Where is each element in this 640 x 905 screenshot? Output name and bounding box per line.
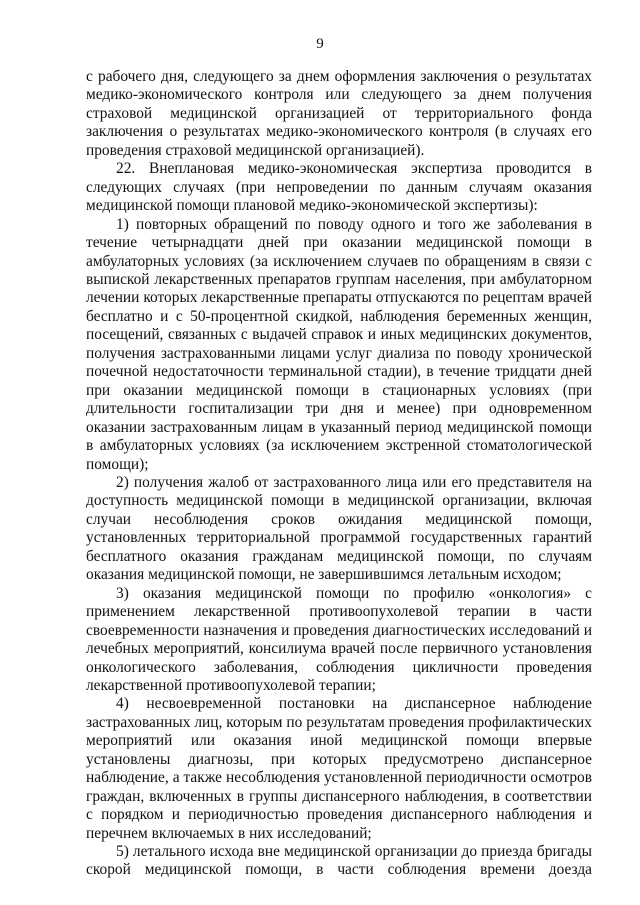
page-number: 9 xyxy=(316,36,324,52)
paragraph-section-22: 22. Внеплановая медико-экономическая экспертиза проводится в следующих случаях (при непроведении по данным случаям оказания медицинской помощи плановой медико-экономической экспертизы): xyxy=(86,160,592,215)
paragraph-item-3: 3) оказания медицинской помощи по профилю «онкология» с применением лекарственной противоопухолевой терапии в части своевременности назначения и проведения диагностических исследований и лечебных мероприятий, консилиума врачей после первичного установления онкологического заболевания, соблюдения цикличности проведения лекарственной противоопухолевой терапии; xyxy=(86,584,592,694)
document-body xyxy=(86,68,592,880)
paragraph-item-5: 5) летального исхода вне медицинской организации до приезда бригады скорой медицинской помощи, в части соблюдения времени доезда xyxy=(86,843,592,879)
paragraph-continuation: с рабочего дня, следующего за днем оформления заключения о результатах медико-экономического контроля или следующего за днем получения страховой медицинской организацией от территориального фонда заключения о результатах медико-экономического контроля (в случаях его проведения страховой медицинской организацией). xyxy=(86,68,592,159)
paragraph-item-4: 4) несвоевременной постановки на диспансерное наблюдение застрахованных лиц, которым по результатам проведения профилактических мероприятий или оказания иной медицинской помощи впервые установлены диагнозы, при которых предусмотрено диспансерное наблюдение, а также несоблюдения установленной периодичности осмотров граждан, включенных в группы диспансерного наблюдения, в соответствии с порядком и периодичностью проведения диспансерного наблюдения и перечнем включаемых в них исследований; xyxy=(86,695,592,842)
paragraph-item-1: 1) повторных обращений по поводу одного и того же заболевания в течение четырнадцати дней при оказании медицинской помощи в амбулаторных условиях (за исключением случаев по обращениям в связи с выпиской лекарственных препаратов группам населения, при амбулаторном лечении которых лекарственные препараты отпускаются по рецептам врачей бесплатно и с 50-процентной скидкой, наблюдения беременных женщин, посещений, связанных с выдачей справок и иных медицинских документов, получения застрахованными лицами услуг диализа по поводу хронической почечной недостаточности терминальной стадии), в течение тридцати дней при оказании медицинской помощи в стационарных условиях (при длительности госпитализации три дня и менее) при одновременном оказании застрахованным лицам в указанный период медицинской помощи в амбулаторных условиях (за исключением экстренной стоматологической помощи); xyxy=(86,215,592,473)
paragraph-item-2: 2) получения жалоб от застрахованного лица или его представителя на доступность медицинской помощи в медицинской организации, включая случаи несоблюдения сроков ожидания медицинской помощи, установленных территориальной программой государственных гарантий бесплатного оказания гражданам медицинской помощи, по случаям оказания медицинской помощи, не завершившимся летальным исходом; xyxy=(86,473,592,584)
